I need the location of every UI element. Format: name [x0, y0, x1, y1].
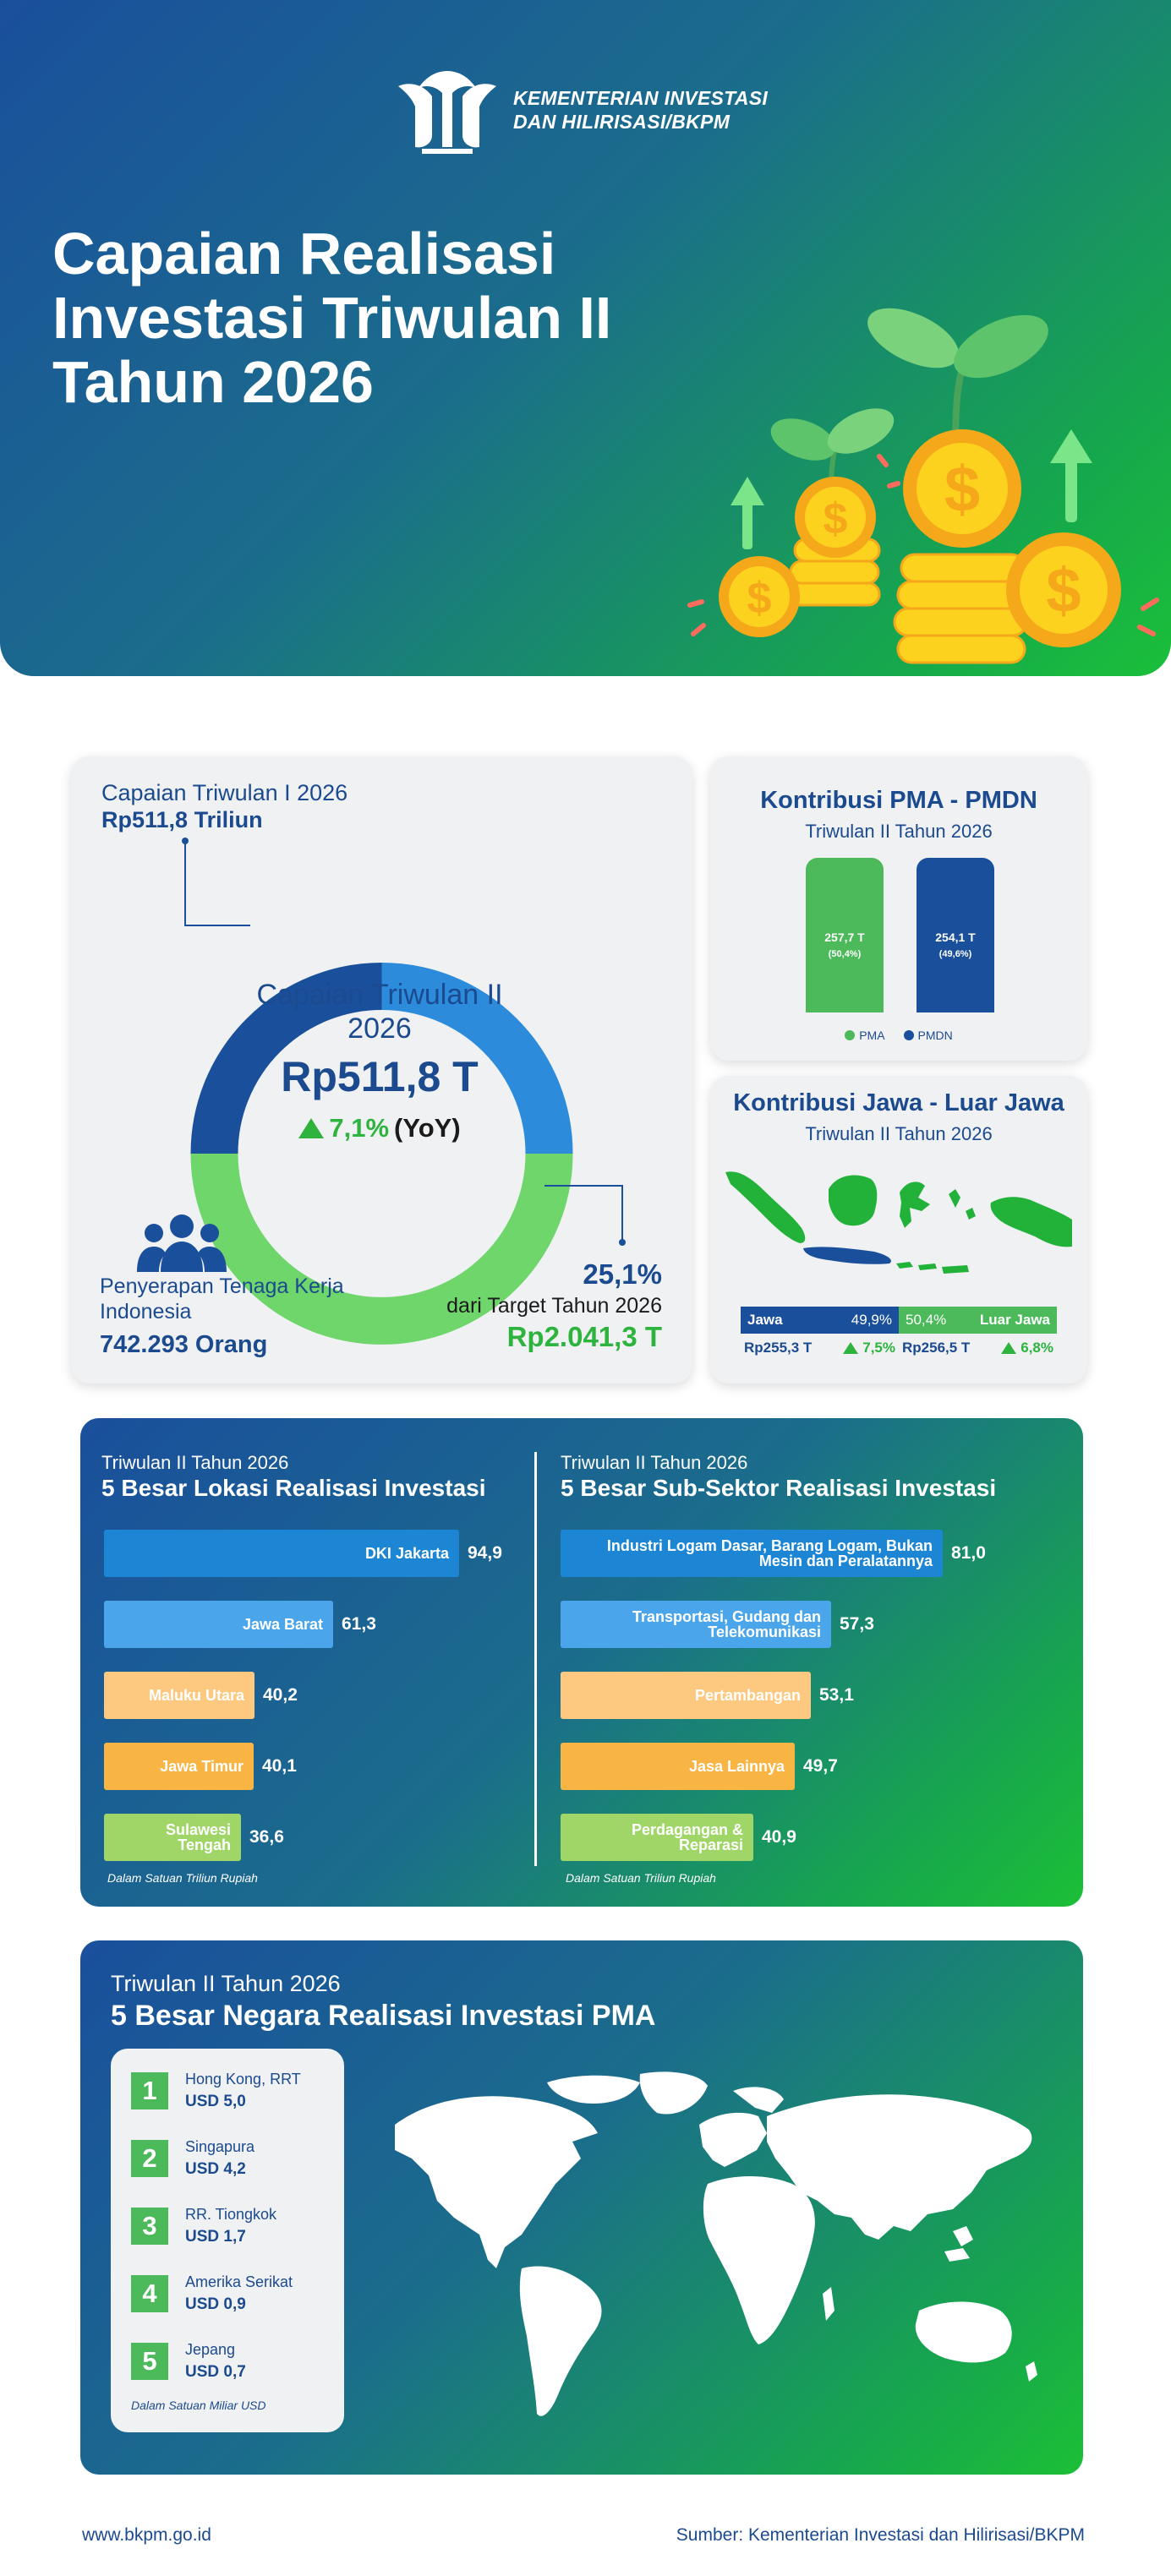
lokasi-bar-4 — [104, 1743, 254, 1790]
lokasi-bar-label: Jawa Timur — [160, 1758, 244, 1775]
yoy-value: 7,1% — [329, 1113, 390, 1143]
pma-value: 257,7 T — [824, 931, 865, 944]
lokasi-bar-value: 40,1 — [262, 1756, 297, 1776]
jawa-growth: 7,5% — [862, 1340, 895, 1356]
lokasi-bar-value: 40,2 — [263, 1685, 298, 1705]
jawa-luar-share-bar — [741, 1307, 1057, 1334]
people-group-icon — [135, 1213, 228, 1272]
country-value: USD 4,2 — [185, 2160, 246, 2178]
title-line-3: Tahun 2026 — [52, 349, 374, 415]
legend-dot-pmdn — [904, 1030, 914, 1040]
pma-pmdn-legend — [710, 1029, 1087, 1042]
subsektor-unit-note: Dalam Satuan Triliun Rupiah — [566, 1871, 716, 1885]
yoy-growth — [223, 1113, 536, 1143]
growth-up-icon — [843, 1342, 858, 1354]
q2-label: Capaian Triwulan II 2026 — [256, 979, 503, 1045]
subsektor-bar-value: 53,1 — [819, 1685, 854, 1705]
lokasi-bar-label: Sulawesi Tengah — [165, 1821, 231, 1853]
lokasi-bar-value: 61,3 — [342, 1614, 376, 1634]
legend-item-pmdn — [904, 1029, 953, 1042]
title-line-2: Investasi Triwulan II — [52, 285, 612, 351]
country-rank-badge: 4 — [131, 2275, 168, 2312]
pma-bar — [806, 858, 884, 1012]
source-credit: Sumber: Kementerian Investasi dan Hilirisasi/BKPM — [676, 2525, 1085, 2545]
legend-label-pmdn: PMDN — [917, 1029, 953, 1042]
lokasi-bar-value: 36,6 — [249, 1827, 284, 1847]
subsektor-bar-label: Perdagangan & Reparasi — [631, 1821, 743, 1853]
subsektor-bar-4 — [561, 1743, 795, 1790]
q2-value: Rp511,8 T — [281, 1053, 479, 1100]
pma-percentage: (50,4%) — [828, 949, 862, 959]
lokasi-bar-1 — [104, 1530, 459, 1577]
bkpm-logo-icon — [393, 66, 501, 154]
indonesia-map-icon — [722, 1160, 1075, 1287]
legend-item-pma — [845, 1029, 884, 1042]
lokasi-bar-5 — [104, 1814, 241, 1861]
country-rank-badge: 5 — [131, 2343, 168, 2380]
subsektor-bar-1 — [561, 1530, 943, 1577]
q1-label: Capaian Triwulan I 2026 — [101, 780, 348, 805]
workforce-label: Penyerapan Tenaga Kerja Indonesia — [100, 1274, 344, 1323]
growth-up-icon — [1001, 1342, 1016, 1354]
negara-title: 5 Besar Negara Realisasi Investasi PMA — [111, 2000, 656, 2032]
lokasi-bar-3 — [104, 1672, 254, 1719]
world-map-icon — [361, 2066, 1054, 2429]
target-value: Rp2.041,3 T — [506, 1321, 662, 1352]
jawa-percentage: 49,9% — [851, 1312, 892, 1328]
subsektor-bar-value: 57,3 — [840, 1614, 874, 1634]
luar-jawa-growth: 6,8% — [1021, 1340, 1053, 1356]
country-rank-badge: 1 — [131, 2072, 168, 2109]
website-link[interactable]: www.bkpm.go.id — [82, 2525, 211, 2545]
lokasi-bar-2 — [104, 1601, 333, 1648]
title-line-1: Capaian Realisasi — [52, 221, 556, 287]
subsektor-bar-label: Jasa Lainnya — [688, 1758, 785, 1775]
subsektor-subtitle: Triwulan II Tahun 2026 — [561, 1452, 748, 1473]
subsektor-bar-value: 40,9 — [762, 1827, 796, 1847]
country-name: Amerika Serikat — [185, 2273, 293, 2290]
q1-value: Rp511,8 Triliun — [101, 807, 263, 832]
country-name: RR. Tiongkok — [185, 2206, 277, 2223]
jawa-label: Jawa — [747, 1312, 783, 1328]
country-value: USD 5,0 — [185, 2093, 246, 2110]
lokasi-bar-value: 94,9 — [468, 1543, 502, 1563]
coins-plant-growth-icon — [676, 296, 1171, 668]
org-name-line1: KEMENTERIAN INVESTASI — [513, 87, 769, 109]
lokasi-unit-note: Dalam Satuan Triliun Rupiah — [107, 1871, 258, 1885]
svg-text:$: $ — [747, 574, 772, 623]
q1-callout-line — [185, 841, 250, 925]
country-value: USD 1,7 — [185, 2228, 246, 2246]
pma-pmdn-subtitle: Triwulan II Tahun 2026 — [805, 821, 993, 842]
legend-dot-pma — [845, 1030, 855, 1040]
lokasi-bar-label: Jawa Barat — [242, 1616, 323, 1633]
workforce-value: 742.293 Orang — [100, 1331, 268, 1358]
summary-card — [71, 756, 692, 1384]
negara-subtitle: Triwulan II Tahun 2026 — [111, 1971, 341, 1996]
hero-banner — [0, 0, 1171, 676]
country-value: USD 0,7 — [185, 2363, 246, 2381]
luar-jawa-label: Luar Jawa — [979, 1312, 1050, 1328]
country-name: Hong Kong, RRT — [185, 2071, 301, 2088]
top5-panel — [80, 1418, 1083, 1907]
lokasi-title: 5 Besar Lokasi Realisasi Investasi — [101, 1475, 486, 1501]
target-label: dari Target Tahun 2026 — [446, 1294, 662, 1318]
pma-pmdn-card — [710, 756, 1087, 1061]
growth-up-icon — [298, 1118, 324, 1138]
jawa-subtitle: Triwulan II Tahun 2026 — [805, 1123, 993, 1144]
subsektor-bar-value: 81,0 — [951, 1543, 986, 1563]
subsektor-bar-label: Transportasi, Gudang dan Telekomunikasi — [632, 1608, 821, 1640]
country-rank-badge: 3 — [131, 2208, 168, 2245]
page-title — [52, 221, 695, 414]
target-percentage: 25,1% — [583, 1258, 662, 1290]
country-name: Jepang — [185, 2341, 236, 2358]
subsektor-bar-label: Industri Logam Dasar, Barang Logam, Bukan Mesin dan Peralatannya — [606, 1537, 933, 1569]
luar-jawa-value: Rp256,5 T — [902, 1340, 971, 1356]
pmdn-value: 254,1 T — [935, 931, 976, 944]
subsektor-title: 5 Besar Sub-Sektor Realisasi Investasi — [561, 1475, 997, 1501]
country-rank-badge: 2 — [131, 2140, 168, 2177]
jawa-luar-values — [741, 1340, 1057, 1356]
jawa-value: Rp255,3 T — [744, 1340, 813, 1356]
ministry-logo — [393, 66, 768, 154]
subsektor-bar-2 — [561, 1601, 831, 1648]
pmdn-bar — [917, 858, 994, 1012]
jawa-share-segment — [741, 1307, 899, 1334]
pma-countries-panel — [80, 1940, 1083, 2475]
org-name-line2: DAN HILIRISASI/BKPM — [513, 111, 731, 133]
subsektor-bar-3 — [561, 1672, 811, 1719]
donut-center-text — [223, 978, 536, 1143]
pmdn-percentage: (49,6%) — [938, 949, 972, 959]
yoy-suffix: (YoY) — [394, 1113, 461, 1143]
svg-text:$: $ — [823, 494, 848, 543]
negara-unit-note: Dalam Satuan Miliar USD — [131, 2399, 266, 2412]
lokasi-bar-label: DKI Jakarta — [364, 1545, 449, 1562]
luar-jawa-percentage: 50,4% — [906, 1312, 947, 1328]
panel-divider — [534, 1452, 537, 1866]
subsektor-bar-label: Pertambangan — [694, 1687, 801, 1704]
country-name: Singapura — [185, 2138, 255, 2155]
lokasi-subtitle: Triwulan II Tahun 2026 — [101, 1452, 289, 1473]
pma-pmdn-title: Kontribusi PMA - PMDN — [760, 787, 1037, 814]
country-value: USD 0,9 — [185, 2295, 246, 2313]
subsektor-bar-value: 49,7 — [803, 1756, 838, 1776]
luar-jawa-share-segment — [899, 1307, 1057, 1334]
legend-label-pma: PMA — [859, 1029, 885, 1042]
jawa-luar-jawa-card — [710, 1076, 1087, 1384]
svg-text:$: $ — [944, 454, 981, 526]
svg-text:$: $ — [1046, 555, 1081, 625]
subsektor-bar-5 — [561, 1814, 753, 1861]
jawa-title: Kontribusi Jawa - Luar Jawa — [733, 1089, 1064, 1116]
lokasi-bar-label: Maluku Utara — [148, 1687, 244, 1704]
country-ranking-list — [111, 2049, 344, 2432]
